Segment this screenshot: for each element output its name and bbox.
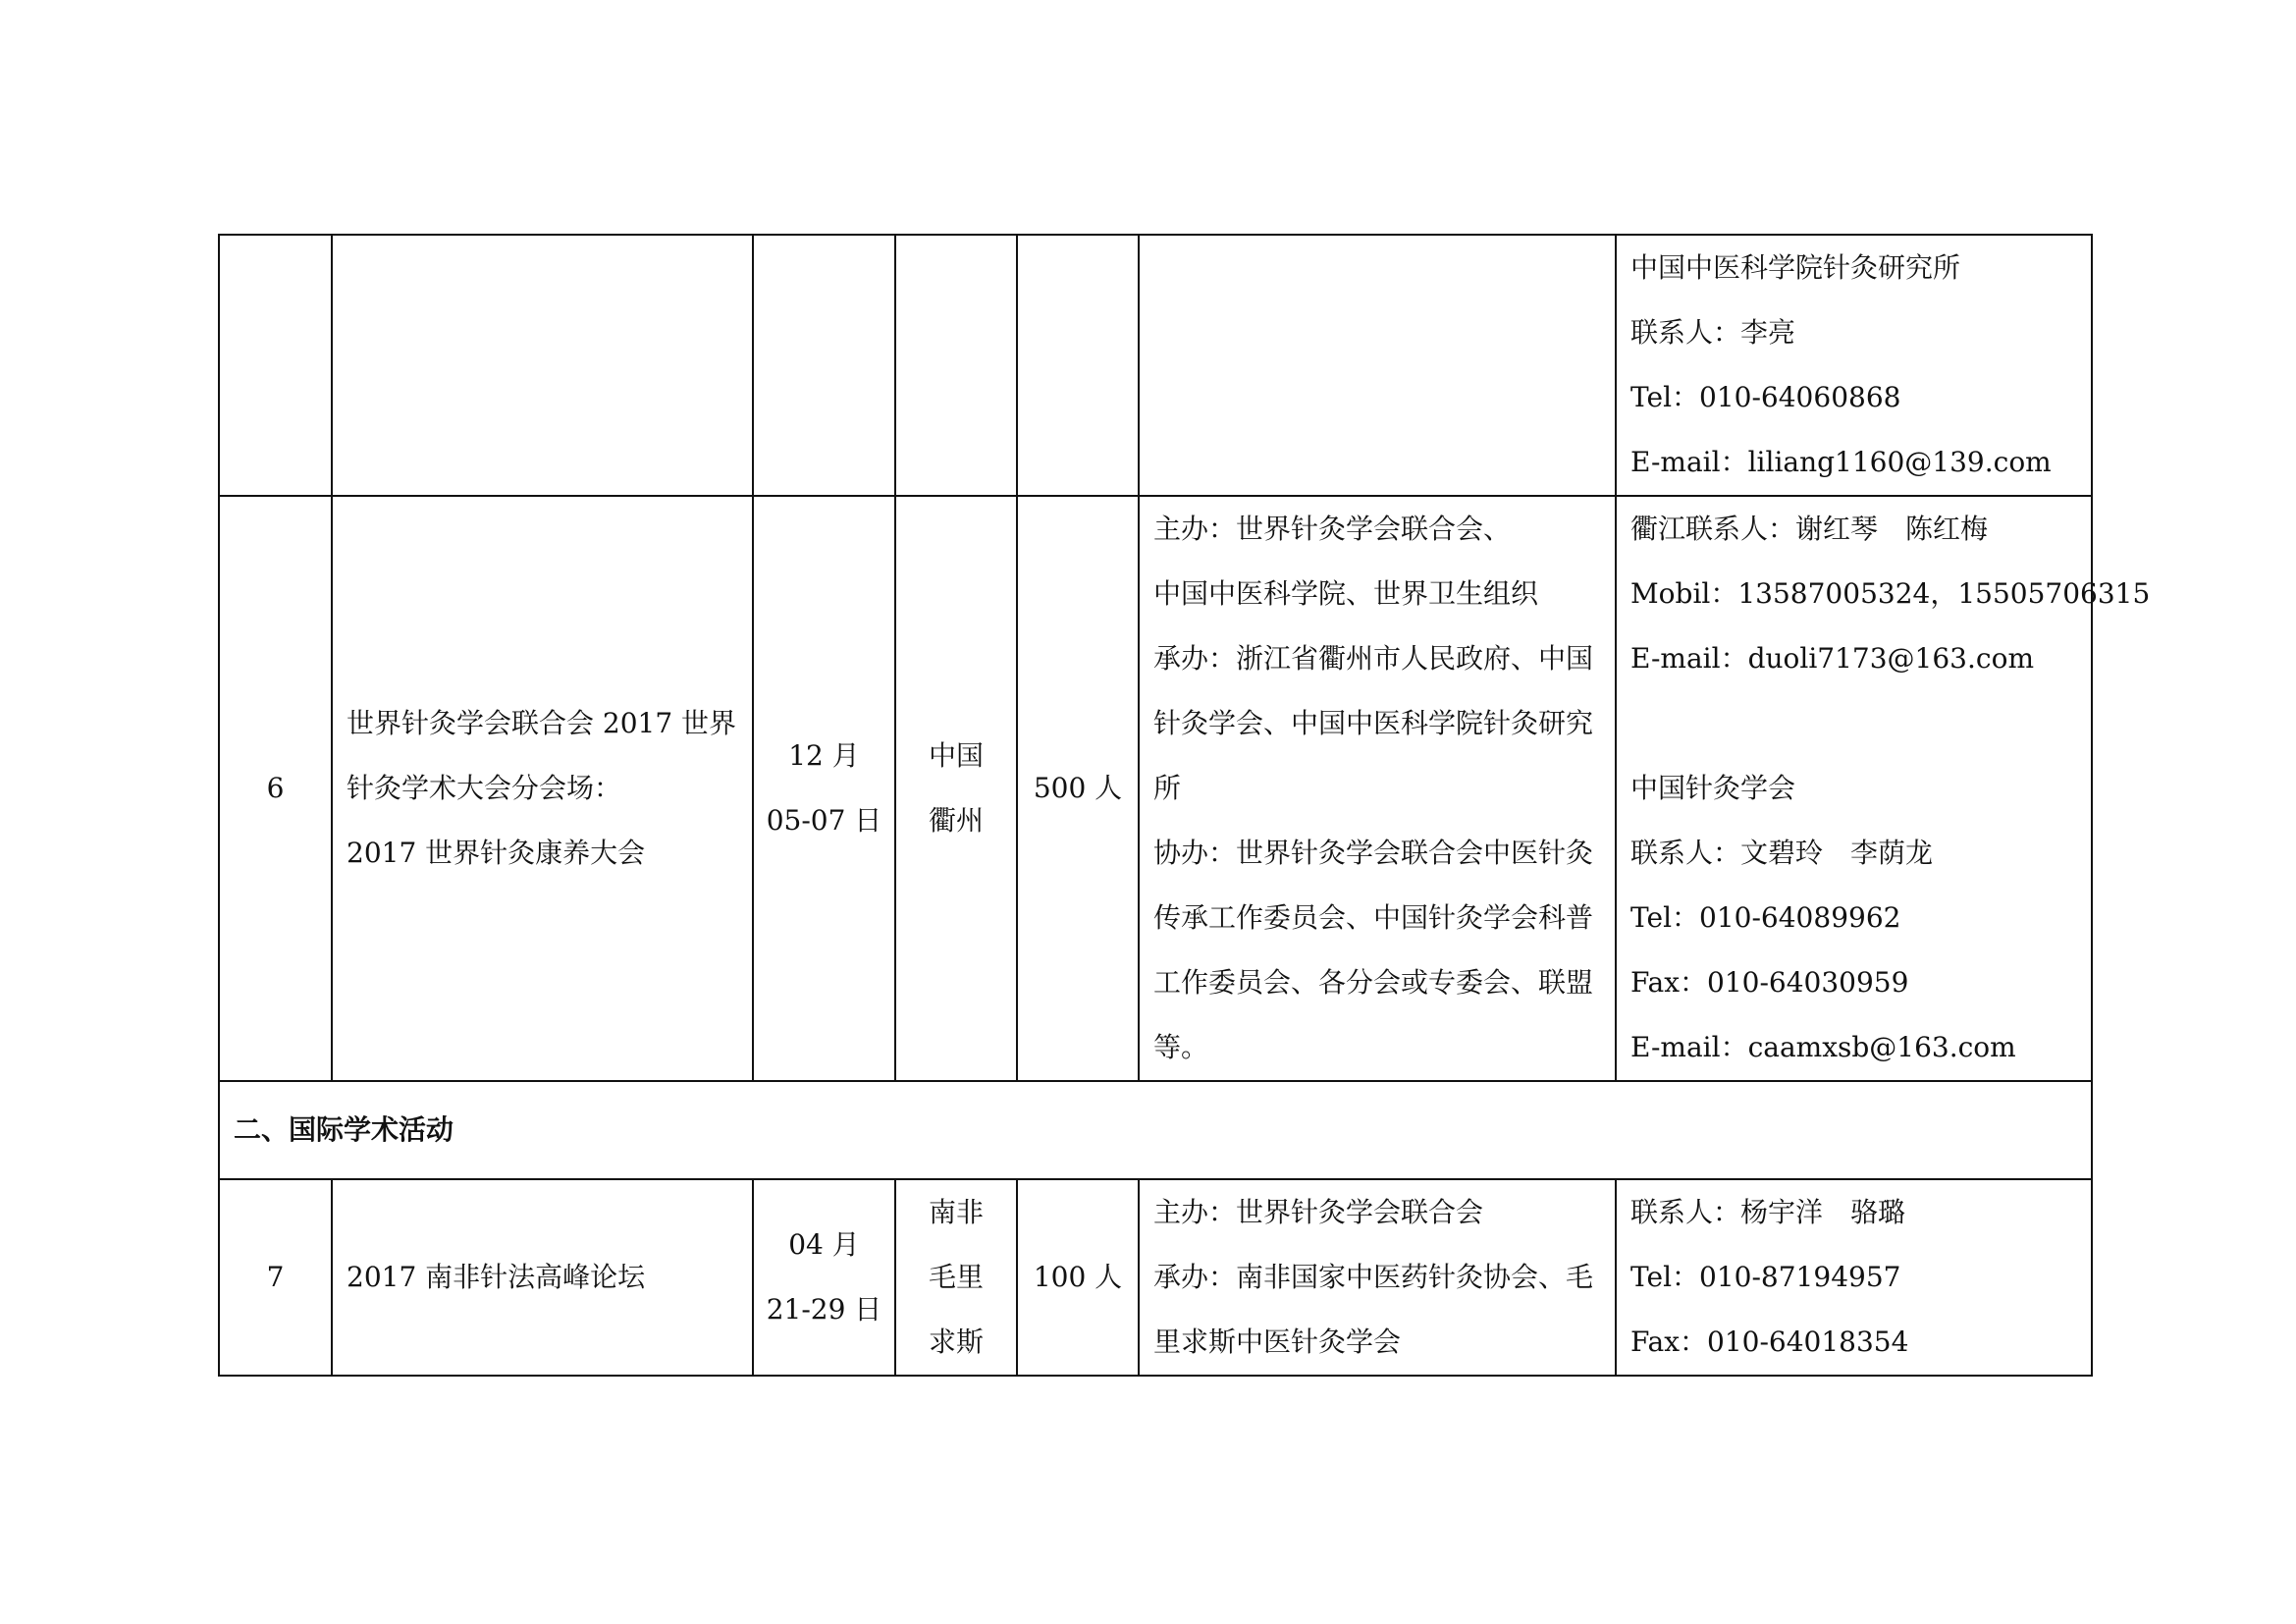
event-name-line: 世界针灸学会联合会 2017 世界 [347, 707, 737, 739]
contact-line: Tel：010-87194957 [1630, 1261, 1901, 1293]
contact-line: Fax：010-64030959 [1630, 966, 1909, 999]
organizer-line: 工作委员会、各分会或专委会、联盟 [1153, 966, 1594, 999]
row-number: 6 [219, 496, 332, 1081]
contact-line: E-mail：caamxsb@163.com [1630, 1031, 2016, 1063]
contact-line: 中国针灸学会 [1630, 772, 1796, 804]
contact-line: E-mail：liliang1160@139.com [1630, 446, 2052, 478]
event-date-line: 05-07 日 [766, 804, 882, 837]
organizer-line: 承办：南非国家中医药针灸协会、毛 [1153, 1261, 1594, 1293]
date-cell [753, 235, 895, 496]
event-date-cell [753, 496, 895, 1081]
organizer-line: 等。 [1153, 1031, 1209, 1063]
name-cell [332, 235, 753, 496]
contact-line: Tel：010-64089962 [1630, 901, 1901, 934]
contact-line: 联系人：李亮 [1630, 316, 1796, 349]
event-name-line: 2017 南非针法高峰论坛 [347, 1261, 646, 1293]
organizer-line: 中国中医科学院、世界卫生组织 [1153, 577, 1539, 610]
event-date-line: 04 月 [788, 1228, 860, 1261]
event-place-line: 中国 [928, 739, 984, 772]
event-date-line: 12 月 [788, 739, 860, 772]
organizer-line: 协办：世界针灸学会联合会中医针灸 [1153, 837, 1594, 869]
organizer-line: 主办：世界针灸学会联合会、 [1153, 513, 1512, 545]
event-place-line: 衢州 [928, 804, 984, 837]
section-row [219, 1081, 2092, 1179]
organizer-cell [1139, 496, 1616, 1081]
organizer-line: 传承工作委员会、中国针灸学会科普 [1153, 901, 1594, 934]
table-row-continued [219, 235, 2092, 496]
table-row-6 [219, 496, 2092, 1081]
event-scale: 100 人 [1017, 1179, 1139, 1376]
organizer-line: 主办：世界针灸学会联合会 [1153, 1196, 1484, 1228]
contact-line: 中国中医科学院针灸研究所 [1630, 251, 1961, 284]
contact-line: 联系人：文碧玲 李荫龙 [1630, 837, 1934, 869]
event-scale: 500 人 [1017, 496, 1139, 1081]
event-date-line: 21-29 日 [766, 1293, 882, 1326]
contact-cell [1616, 1179, 2092, 1376]
event-place-line: 毛里 [928, 1261, 984, 1293]
organizer-line: 承办：浙江省衢州市人民政府、中国 [1153, 642, 1594, 675]
event-name-line: 针灸学术大会分会场： [347, 772, 622, 804]
organizer-line: 针灸学会、中国中医科学院针灸研究 [1153, 707, 1594, 739]
row-number: 7 [219, 1179, 332, 1376]
event-name-cell [332, 1179, 753, 1376]
section-heading: 二、国际学术活动 [219, 1081, 2092, 1179]
contact-cell [1616, 235, 2092, 496]
contact-line: 联系人：杨宇洋 骆璐 [1630, 1196, 1906, 1228]
organizer-line: 里求斯中医针灸学会 [1153, 1326, 1402, 1358]
event-place-cell [895, 1179, 1017, 1376]
scale-cell [1017, 235, 1139, 496]
contact-line: Mobil：13587005324，15505706315 [1630, 577, 2151, 610]
event-place-cell [895, 496, 1017, 1081]
organizer-cell [1139, 1179, 1616, 1376]
org-cell [1139, 235, 1616, 496]
event-date-cell [753, 1179, 895, 1376]
event-place-line: 求斯 [928, 1326, 984, 1358]
contact-spacer [1630, 691, 2085, 756]
contact-line: E-mail：duoli7173@163.com [1630, 642, 2034, 675]
place-cell [895, 235, 1017, 496]
event-place-line: 南非 [928, 1196, 984, 1228]
organizer-line: 所 [1153, 772, 1182, 804]
event-name-cell [332, 496, 753, 1081]
schedule-table [218, 234, 2151, 1377]
contact-line: Tel：010-64060868 [1630, 381, 1901, 413]
num-cell [219, 235, 332, 496]
contact-cell [1616, 496, 2151, 1081]
contact-line: Fax：010-64018354 [1630, 1326, 1909, 1358]
contact-line: 衢江联系人：谢红琴 陈红梅 [1630, 513, 1989, 545]
table-row-7 [219, 1179, 2092, 1376]
event-name-line: 2017 世界针灸康养大会 [347, 837, 646, 869]
